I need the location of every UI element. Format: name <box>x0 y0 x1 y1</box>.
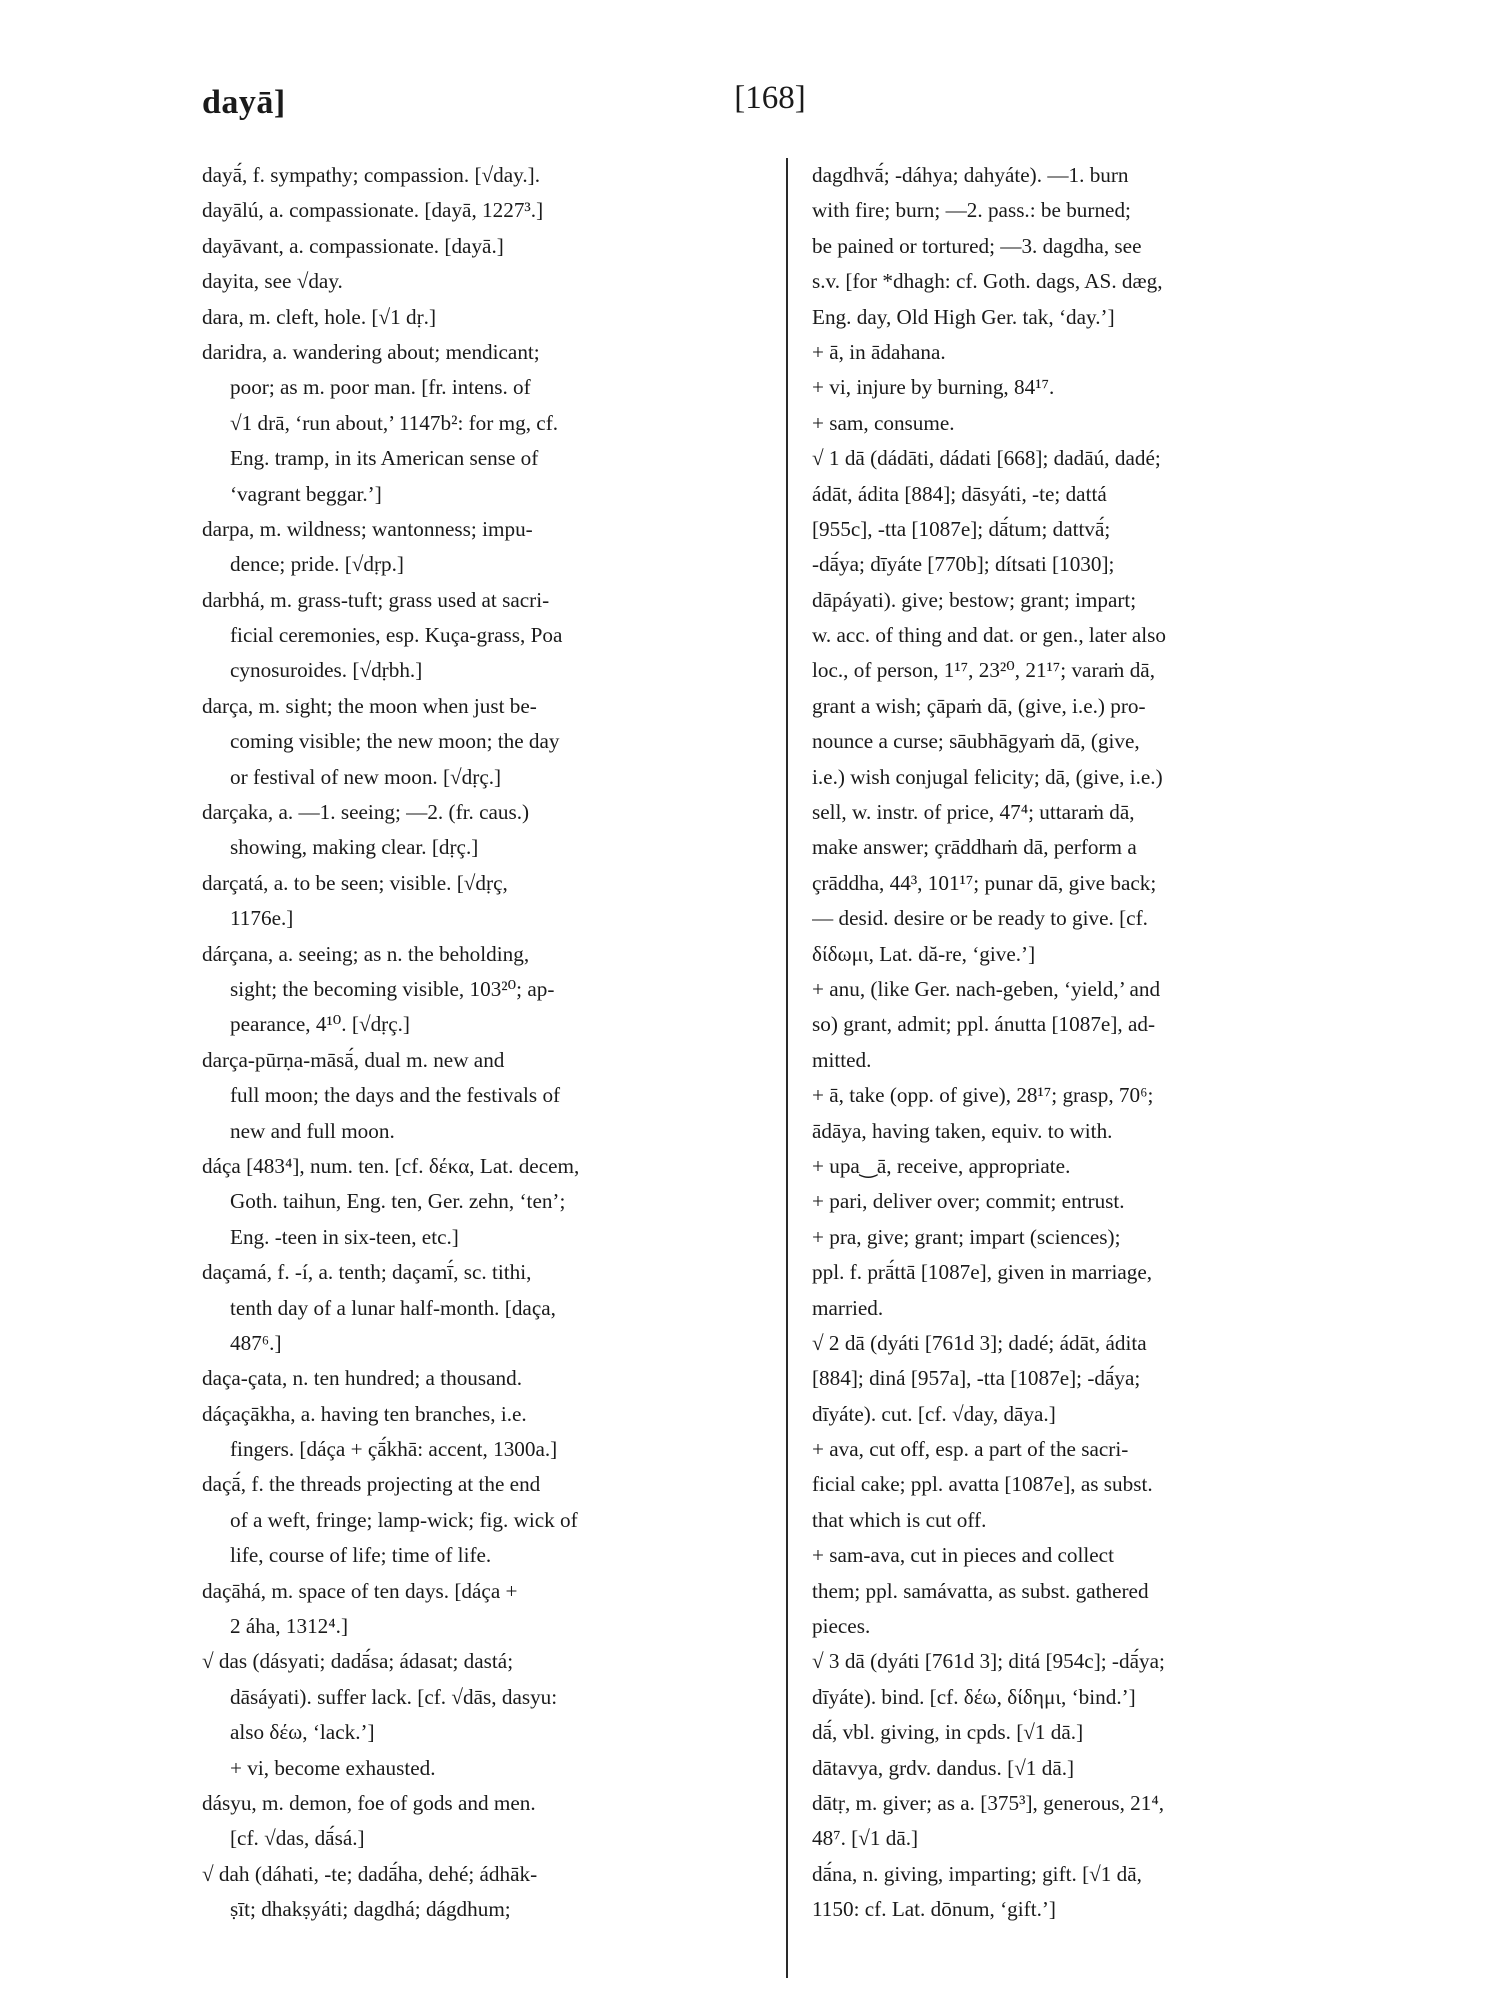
entry-line: + anu, (like Ger. nach-geben, ‘yield,’ and <box>812 976 1161 1001</box>
entry-line: loc., of person, 1¹⁷, 23²⁰, 21¹⁷; varaṁ dā, <box>812 658 1155 683</box>
entry-line: with fire; burn; —2. pass.: be burned; <box>812 198 1131 223</box>
entry-line: dāpáyati). give; bestow; grant; impart; <box>812 587 1137 612</box>
entry-line: dīyáte). cut. [cf. √day, dāya.] <box>812 1401 1056 1426</box>
entry-line: + pra, give; grant; impart (sciences); <box>812 1224 1121 1249</box>
entry-line: ficial ceremonies, esp. Kuça-grass, Poa <box>230 623 563 648</box>
entry-line: + vi, become exhausted. <box>230 1755 436 1780</box>
entry-line: Eng. -teen in six-teen, etc.] <box>230 1224 459 1249</box>
entry-line: ádāt, ádita [884]; dāsyáti, -te; dattá <box>812 481 1107 506</box>
entry-line: coming visible; the new moon; the day <box>230 729 560 754</box>
entry-line: dáçaçākha, a. having ten branches, i.e. <box>202 1401 527 1426</box>
entry-line: dagdhvā́; -dáhya; dahyáte). —1. burn <box>812 163 1129 187</box>
entry-line: Goth. taihun, Eng. ten, Ger. zehn, ‘ten’; <box>230 1189 566 1214</box>
entry-line: ṣīt; dhakṣyáti; dagdhá; dágdhum; <box>230 1897 511 1922</box>
entry-line: + upa‿ā, receive, appropriate. <box>812 1153 1071 1178</box>
entry-line: dātavya, grdv. dandus. [√1 dā.] <box>812 1755 1075 1780</box>
entry-line: mitted. <box>812 1047 872 1072</box>
entry-line: pieces. <box>812 1614 871 1639</box>
entry-line: married. <box>812 1295 884 1320</box>
right-column <box>812 158 1392 1928</box>
entry-line: dayā́, f. sympathy; compassion. [√day.]. <box>202 163 540 187</box>
entry-line: dīyáte). bind. [cf. δέω, δίδημι, ‘bind.’] <box>812 1684 1136 1709</box>
entry-line: [cf. √das, dā́sá.] <box>230 1826 365 1851</box>
entry-line: life, course of life; time of life. <box>230 1543 492 1568</box>
entry-line: Eng. tramp, in its American sense of <box>230 446 539 471</box>
entry-line: sight; the becoming visible, 103²⁰; ap- <box>230 976 555 1001</box>
entry-line: dence; pride. [√dṛp.] <box>230 552 404 577</box>
entry-line: new and full moon. <box>230 1118 395 1143</box>
entry-line: darçatá, a. to be seen; visible. [√dṛç, <box>202 870 508 895</box>
entry-line: + ā, take (opp. of give), 28¹⁷; grasp, 70⁶; <box>812 1083 1154 1108</box>
entry-line: cynosuroides. [√dṛbh.] <box>230 658 423 683</box>
entry-line: dayālú, a. compassionate. [dayā, 1227³.] <box>202 198 544 223</box>
entry-line: + sam, consume. <box>812 410 955 435</box>
entry-line: dāsáyati). suffer lack. [cf. √dās, dasyu: <box>230 1684 558 1709</box>
left-column <box>202 158 770 1928</box>
entry-line: 48⁷. [√1 dā.] <box>812 1826 919 1851</box>
entry-line: daridra, a. wandering about; mendicant; <box>202 339 540 364</box>
entry-line: 2 áha, 1312⁴.] <box>230 1614 349 1639</box>
entry-line: δίδωμι, Lat. dă-re, ‘give.’] <box>812 941 1036 966</box>
entry-line: √ das (dásyati; dadā́sa; ádasat; dastá; <box>202 1649 514 1674</box>
entry-line: dātṛ, m. giver; as a. [375³], generous, 21⁴, <box>812 1790 1165 1815</box>
entry-line: çrāddha, 44³, 101¹⁷; punar dā, give back; <box>812 870 1157 895</box>
entry-line: darça-pūrṇa-māsā́, dual m. new and <box>202 1047 505 1072</box>
entry-line: darbhá, m. grass-tuft; grass used at sacri- <box>202 587 550 612</box>
entry-line: so) grant, admit; ppl. ánutta [1087e], ad- <box>812 1012 1156 1037</box>
entry-line: dā́na, n. giving, imparting; gift. [√1 dā, <box>812 1861 1142 1886</box>
entry-line: dásyu, m. demon, foe of gods and men. <box>202 1790 536 1815</box>
entry-line: √ 1 dā (dádāti, dádati [668]; dadāú, dadé; <box>812 446 1161 471</box>
entry-line: of a weft, fringe; lamp-wick; fig. wick of <box>230 1507 578 1532</box>
entry-line: 1150: cf. Lat. dōnum, ‘gift.’] <box>812 1897 1056 1922</box>
entry-line: √ 2 dā (dyáti [761d 3]; dadé; ádāt, ádita <box>812 1330 1147 1355</box>
entry-line: fingers. [dáça + çā́khā: accent, 1300a.] <box>230 1437 558 1462</box>
entry-line: s.v. [for *dhagh: cf. Goth. dags, AS. dæg, <box>812 269 1163 294</box>
entry-line: 487⁶.] <box>230 1330 282 1355</box>
entry-line: daçā́, f. the threads projecting at the end <box>202 1472 541 1497</box>
entry-line: darpa, m. wildness; wantonness; impu- <box>202 516 533 541</box>
entry-line: daça-çata, n. ten hundred; a thousand. <box>202 1366 523 1391</box>
entry-line: [955c], -tta [1087e]; dā́tum; dattvā́; <box>812 516 1111 541</box>
entry-line: + ava, cut off, esp. a part of the sacri- <box>812 1437 1129 1462</box>
entry-line: + pari, deliver over; commit; entrust. <box>812 1189 1125 1214</box>
entry-line: dayita, see √day. <box>202 269 343 294</box>
entry-line: ficial cake; ppl. avatta [1087e], as subst. <box>812 1472 1153 1497</box>
entry-line: or festival of new moon. [√dṛç.] <box>230 764 502 789</box>
entry-line: dā́, vbl. giving, in cpds. [√1 dā.] <box>812 1720 1084 1745</box>
page-number: [168] <box>734 80 806 116</box>
entry-line: [884]; diná [957a], -tta [1087e]; -dā́ya; <box>812 1366 1141 1391</box>
entry-line: dara, m. cleft, hole. [√1 dṛ.] <box>202 304 437 329</box>
entry-line: — desid. desire or be ready to give. [cf. <box>812 906 1148 931</box>
entry-line: full moon; the days and the festivals of <box>230 1083 561 1108</box>
entry-line: ‘vagrant beggar.’] <box>230 481 382 506</box>
entry-line: nounce a curse; sāubhāgyaṁ dā, (give, <box>812 729 1140 754</box>
entry-line: pearance, 4¹⁰. [√dṛç.] <box>230 1012 410 1037</box>
entry-line: i.e.) wish conjugal felicity; dā, (give, i.e.) <box>812 764 1163 789</box>
entry-line: √1 drā, ‘run about,’ 1147b²: for mg, cf. <box>230 410 559 435</box>
entry-line: darçaka, a. —1. seeing; —2. (fr. caus.) <box>202 800 530 825</box>
entry-line: sell, w. instr. of price, 47⁴; uttaraṁ dā, <box>812 800 1135 825</box>
entry-line: Eng. day, Old High Ger. tak, ‘day.’] <box>812 304 1115 329</box>
entry-line: grant a wish; çāpaṁ dā, (give, i.e.) pro- <box>812 693 1146 718</box>
entry-line: tenth day of a lunar half-month. [daça, <box>230 1295 556 1320</box>
entry-line: also δέω, ‘lack.’] <box>230 1720 375 1745</box>
entry-line: + ā, in ādahana. <box>812 339 946 364</box>
entry-line: make answer; çrāddhaṁ dā, perform a <box>812 835 1137 860</box>
entry-line: them; ppl. samávatta, as subst. gathered <box>812 1578 1149 1603</box>
entry-line: + vi, injure by burning, 84¹⁷. <box>812 375 1055 400</box>
running-head-word: dayā] <box>202 84 286 121</box>
entry-line: √ dah (dáhati, -te; dadā́ha, dehé; ádhāk- <box>202 1861 538 1886</box>
entry-line: dayāvant, a. compassionate. [dayā.] <box>202 233 504 258</box>
entry-line: √ 3 dā (dyáti [761d 3]; ditá [954c]; -dā́ya; <box>812 1649 1165 1674</box>
entry-line: that which is cut off. <box>812 1507 987 1532</box>
entry-line: daçāhá, m. space of ten days. [dáça + <box>202 1578 518 1603</box>
column-divider <box>786 158 788 1978</box>
entry-line: dáça [483⁴], num. ten. [cf. δέκα, Lat. decem, <box>202 1153 580 1178</box>
entry-line: be pained or tortured; —3. dagdha, see <box>812 233 1142 258</box>
entry-line: ppl. f. prā́ttā [1087e], given in marriage, <box>812 1260 1153 1285</box>
entry-line: dárçana, a. seeing; as n. the beholding, <box>202 941 530 966</box>
entry-line: + sam-ava, cut in pieces and collect <box>812 1543 1114 1568</box>
entry-line: w. acc. of thing and dat. or gen., later also <box>812 623 1166 648</box>
entry-line: darça, m. sight; the moon when just be- <box>202 693 537 718</box>
entry-line: showing, making clear. [dṛç.] <box>230 835 479 860</box>
entry-line: 1176e.] <box>230 906 294 931</box>
entry-line: daçamá, f. -í, a. tenth; daçamī́, sc. tithi, <box>202 1260 532 1285</box>
entry-line: poor; as m. poor man. [fr. intens. of <box>230 375 531 400</box>
entry-line: ādāya, having taken, equiv. to with. <box>812 1118 1113 1143</box>
entry-line: -dā́ya; dīyáte [770b]; dítsati [1030]; <box>812 552 1115 577</box>
